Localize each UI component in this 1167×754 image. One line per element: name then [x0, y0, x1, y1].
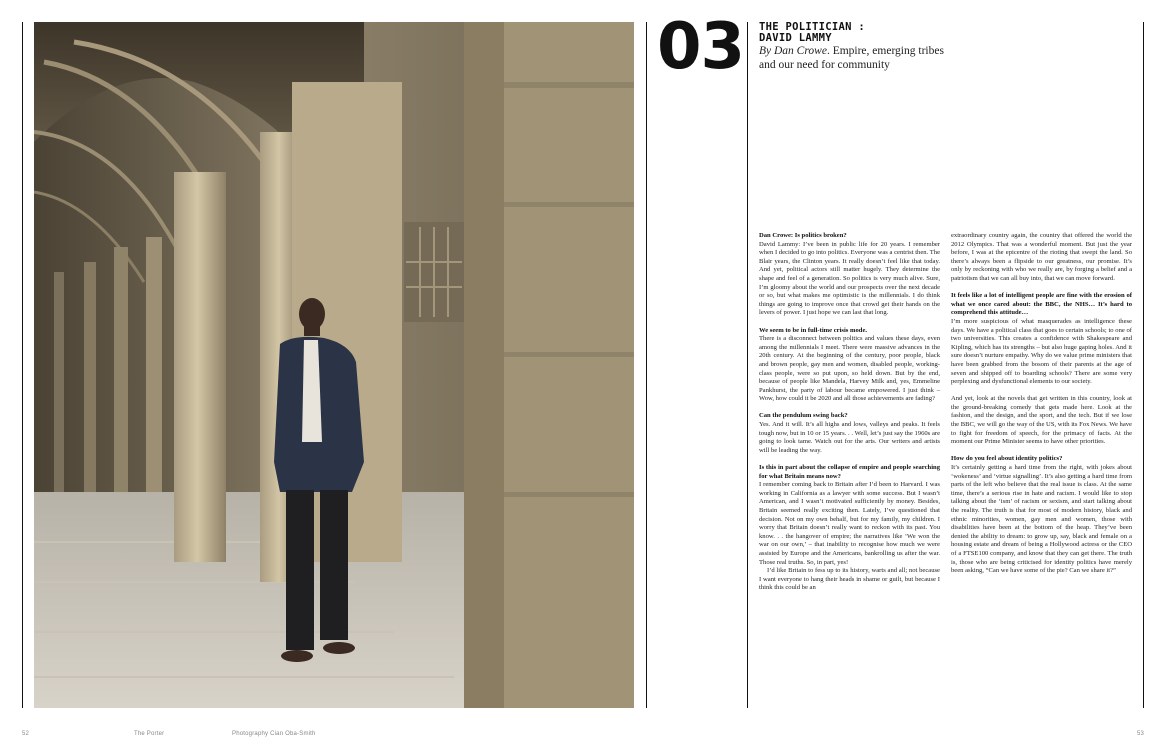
body-column-1 [759, 232, 940, 593]
interview-question: We seem to be in full-time crisis mode. [759, 326, 868, 334]
paragraph-gap [759, 404, 940, 413]
interview-question: Can the pendulum swing back? [759, 412, 848, 420]
interview-answer: I remember coming back to Britain after I’d been to Harvard. I was working in California as a lawyer with some success. But I wasn’t American, and I wasn’t motivated sufficiently by money. Besides, Britain seemed really exciting then. Lately, I’ve questioned that decision. Not on my own behalf, but for my family, my children. I worry that Britain doesn’t really want to reckon with its past. You know. . . the hangover of empire; the narratives like ‘We won the war on our own,’ – that inability to recognise how much we were assisted by Europe and the Americans, bankrolling us after the war. Those real truths. So, in part, yes! [759, 481, 940, 566]
interview-answer: Yes. And it will. It’s all highs and lows, valleys and peaks. It feels tough now, but in 10 or 15 years. . . Well, let’s just say the 1960s are going to look tame. Watch out for the arts. Our writers and artists will be leading the way. [759, 421, 940, 454]
interview-question: How do you feel about identity politics? [951, 455, 1063, 463]
left-margin-rule [22, 22, 23, 708]
paragraph-gap [951, 447, 1132, 456]
interview-answer: I’m more suspicious of what masquerades as intelligence these days. We have a political class that goes to certain schools; to one of two universities. This creates a confidence with Shakespeare and Kipling, which has its strengths – but also huge gaping holes. And it sure doesn’t nurture empathy. Why do we value prime ministers that have been grabbed from the bosom of their parents at the age of seven and shipped off to boarding schools? There are some very perplexing and dysfunctional elements to our society. [951, 317, 1132, 386]
paragraph-gap [759, 455, 940, 464]
portrait-photo [34, 22, 634, 708]
kicker-name: DAVID LAMMY [759, 32, 832, 44]
section-number: 03 [657, 10, 745, 84]
page-number-left: 52 [22, 731, 30, 737]
byline: By Dan Crowe [759, 45, 827, 57]
right-margin-rule [1143, 22, 1144, 708]
interview-answer: extraordinary country again, the country that offered the world the 2012 Olympics. That was a wonderful moment. But just the year before, I was at the epicentre of the rioting that swept the land. So there’s always been a flipside to our greatness, our promise. It’s only by reckoning with who we really are, by forging a belief and a patriotism that we can all buy into, that we can move forward. [951, 232, 1132, 282]
standfirst-text: . Empire, emerging tribes and our need for community [759, 45, 944, 71]
interview-answer: And yet, look at the novels that get written in this country, look at the ground-breaking comedy that gets made here. Look at the fashion, and the design, and the sport, and the tech. But if we lose the BBC, we will go the way of the US, with its Fox News. We have to fight for freedom of speech, for the primacy of facts. At the moment our Prime Minister seems to have other priorities. [951, 395, 1132, 446]
interview-question: It feels like a lot of intelligent people are fine with the erosion of what we once cared about: the BBC, the NHS… It’s hard to comprehend this attitude… [951, 292, 1132, 317]
paragraph-gap [951, 284, 1132, 293]
interview-answer: David Lammy: I’ve been in public life for 20 years. I remember when I decided to go into politics. Everyone was a centrist then. The Blair years, the Clinton years. It really doesn’t feel like that today. And yet, political actors still matter hugely. They determine the shape and feel of a generation. So politics is very much alive. Sure, I’m gloomy about the world and our prospects over the next decade or so, but what makes me optimistic is the millennials. I do think things are going to improve once that crowd get their hands on the levers of power. I just hope we can last that long. [759, 240, 940, 317]
standfirst [759, 45, 949, 72]
interview-question: Is this in part about the collapse of empire and people searching for what Britain means now? [759, 464, 940, 480]
paragraph-gap [951, 387, 1132, 396]
body-column-2 [951, 232, 1132, 576]
paragraph-gap [759, 318, 940, 327]
page-number-right: 53 [1137, 731, 1145, 737]
interview-answer: I’d like Britain to fess up to its history, warts and all; not because I want everyone to hang their heads in shame or guilt, but because I think this could be an [759, 567, 940, 592]
photo-credit: Photography Cian Oba-Smith [232, 731, 316, 737]
article-header [759, 22, 949, 72]
header-rule [747, 22, 748, 708]
interview-answer: It’s certainly getting a hard time from the right, with jokes about ‘wokeness’ and ‘virtue signalling’. It’s also getting a hard time from parts of the left who believe that the real issue is class. At the same time, there’s a serious rise in hate and racism. I would like to stop talking about the ‘ism’ of racism or sexism, and start talking about the reality. The truth is that for most of modern history, black and ethnic minorities, women, gay men and women, those with disabilities have been at the bottom of the heap. They’ve been denied the ability to dream: to grow up, say, black and female on a housing estate and dream of being a Hollywood actress or the CEO of a FTSE100 company, and know that they can get there. The truth is, those who are being criticised for identity politics have merely been asking, “Can we have some of the pie? Can we share it?” [951, 464, 1132, 575]
interview-question: Dan Crowe: Is politics broken? [759, 232, 847, 239]
magazine-name: The Porter [134, 731, 165, 737]
gutter-rule [646, 22, 647, 708]
kicker-title: THE POLITICIAN : [759, 21, 865, 33]
interview-answer: There is a disconnect between politics and values these days, even among the millennials I meet. There were massive advances in the 20th century. At the beginning of the century, poor people, black and brown people, gay men and women, disabled people, working-class people, were so put upon, so held down. But by the end, because of people like Mandela, Harvey Milk and, yes, Emmeline Pankhurst, the party of labour became empowered. I just think – Wow, how could it be 2020 and all those achievements are fading? [759, 335, 940, 403]
